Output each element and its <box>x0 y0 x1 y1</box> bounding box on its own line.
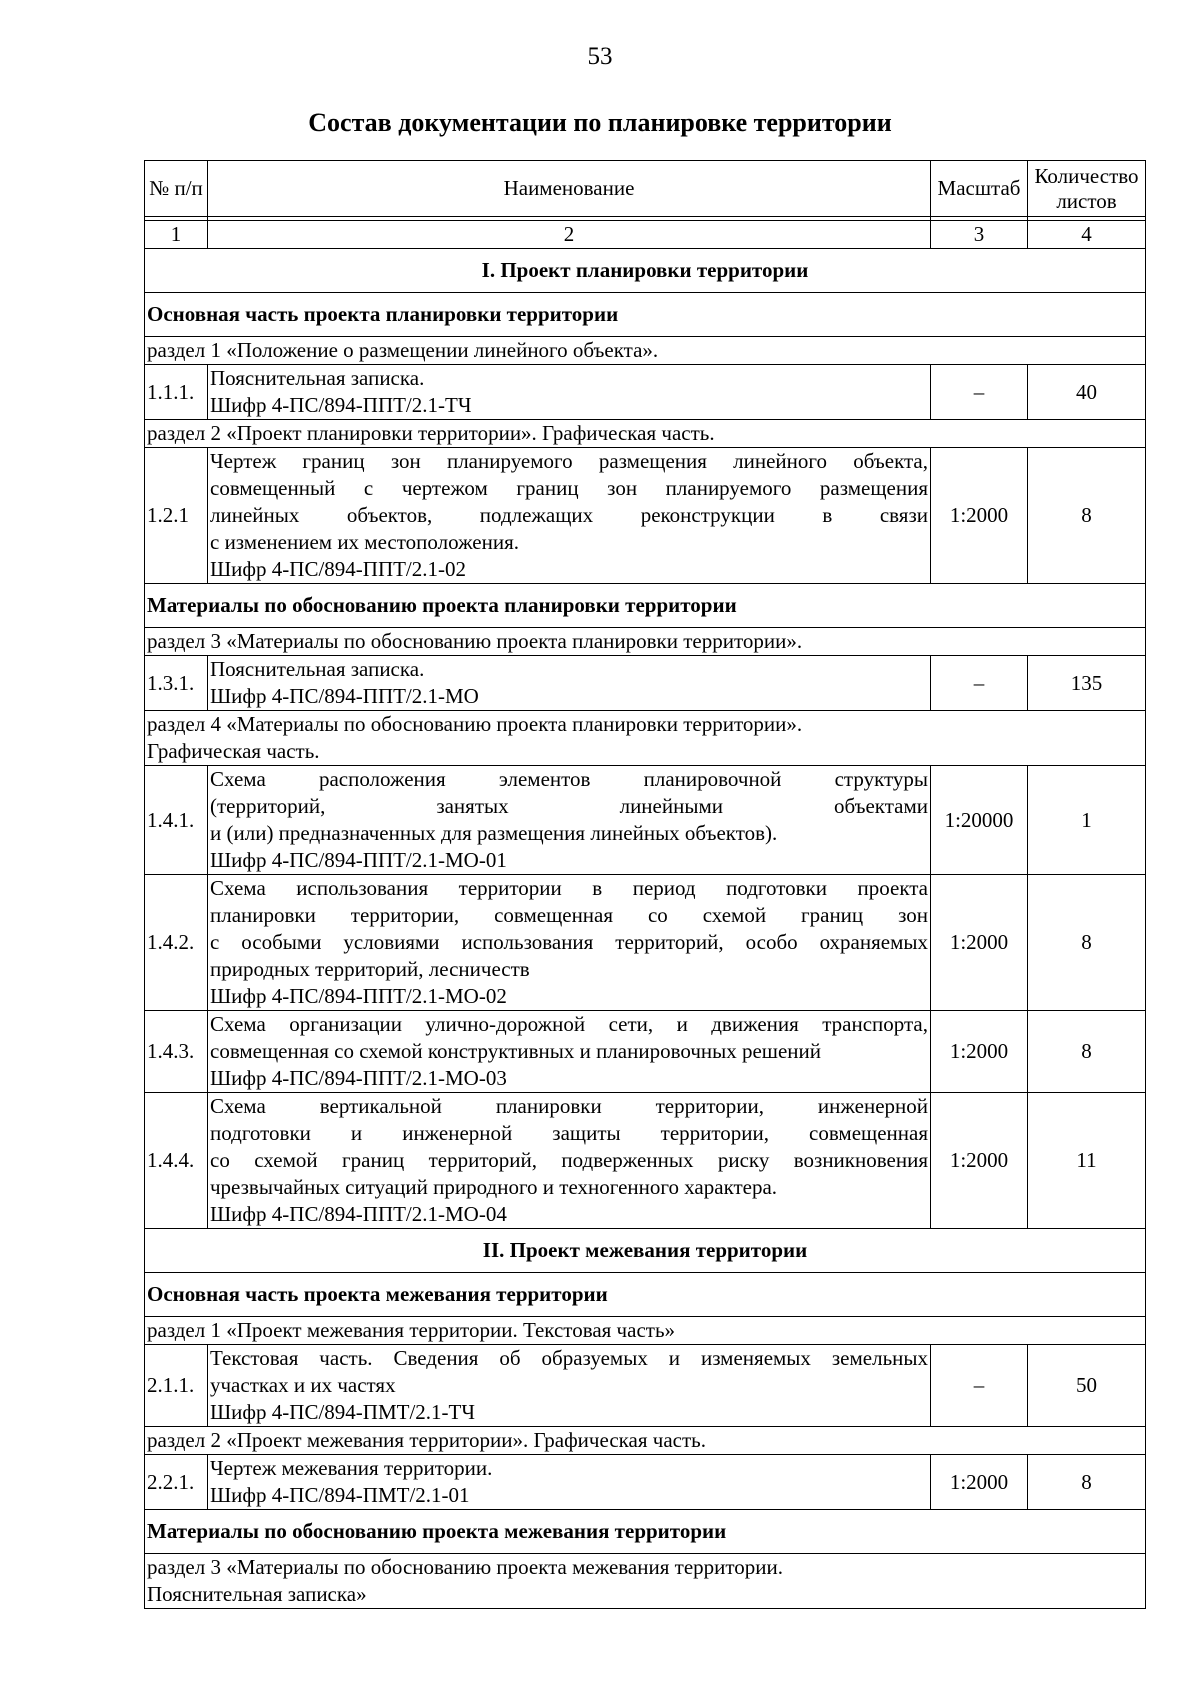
razdel-text: раздел 2 «Проект межевания территории». Графическая часть. <box>147 1428 706 1452</box>
razdel-text: раздел 1 «Проект межевания территории. Текстовая часть» <box>147 1318 676 1342</box>
razdel-title <box>145 1317 1146 1345</box>
item-scale: 1:2000 <box>931 1011 1028 1093</box>
item-name-line: Чертеж границ зон планируемого размещения линейного объекта, <box>210 449 928 473</box>
razdel-title <box>145 711 1146 766</box>
section-title: I. Проект планировки территории <box>145 249 1146 293</box>
item-name-line: (территорий, занятых линейными объектами <box>210 794 928 818</box>
subsection-row <box>145 584 1146 628</box>
table-row <box>145 656 1146 711</box>
header-sheets: Количество листов <box>1028 161 1146 217</box>
item-name-line: и (или) предназначенных для размещения линейных объектов). <box>210 821 778 845</box>
subsection-row <box>145 1510 1146 1554</box>
item-name <box>208 1345 931 1427</box>
column-number-row <box>145 221 1146 249</box>
item-name-line: Схема вертикальной планировки территории, инженерной <box>210 1094 928 1118</box>
razdel-row <box>145 1317 1146 1345</box>
documentation-table <box>144 160 1146 1609</box>
item-name-line: совмещенная со схемой конструктивных и планировочных решений <box>210 1039 821 1063</box>
item-name-line: с изменением их местоположения. <box>210 530 520 554</box>
item-name-line: Пояснительная записка. <box>210 657 425 681</box>
razdel-row <box>145 1427 1146 1455</box>
item-code: Шифр 4-ПС/894-ППТ/2.1-02 <box>210 557 467 581</box>
item-scale: – <box>931 365 1028 420</box>
header-row <box>145 161 1146 217</box>
subsection-title: Основная часть проекта планировки территории <box>145 293 1146 337</box>
item-number: 1.4.1. <box>145 766 208 875</box>
item-code: Шифр 4-ПС/894-ППТ/2.1-МО-04 <box>210 1202 507 1226</box>
section-row <box>145 249 1146 293</box>
razdel-row <box>145 337 1146 365</box>
item-name-line: Пояснительная записка. <box>210 366 425 390</box>
razdel-row <box>145 711 1146 766</box>
table-row <box>145 448 1146 584</box>
item-name-line: совмещенный с чертежом границ зон планируемого размещения <box>210 476 928 500</box>
razdel-title <box>145 337 1146 365</box>
item-number: 1.4.3. <box>145 1011 208 1093</box>
item-number: 2.2.1. <box>145 1455 208 1510</box>
item-sheet-count: 1 <box>1028 766 1146 875</box>
item-name-line: подготовки и инженерной защиты территории, совмещенная <box>210 1121 928 1145</box>
item-name <box>208 875 931 1011</box>
item-name <box>208 1093 931 1229</box>
item-scale: 1:2000 <box>931 1093 1028 1229</box>
column-number: 1 <box>145 221 208 249</box>
item-number: 1.1.1. <box>145 365 208 420</box>
subsection-row <box>145 1273 1146 1317</box>
razdel-row <box>145 628 1146 656</box>
item-name-line: чрезвычайных ситуаций природного и техногенного характера. <box>210 1175 778 1199</box>
razdel-row <box>145 1554 1146 1609</box>
table-row <box>145 766 1146 875</box>
razdel-text: раздел 2 «Проект планировки территории». Графическая часть. <box>147 421 715 445</box>
item-code: Шифр 4-ПС/894-ППТ/2.1-ТЧ <box>210 393 472 417</box>
column-number: 4 <box>1028 221 1146 249</box>
section-row <box>145 1229 1146 1273</box>
subsection-title: Материалы по обоснованию проекта планировки территории <box>145 584 1146 628</box>
item-name-line: участках и их частях <box>210 1373 396 1397</box>
column-number: 2 <box>208 221 931 249</box>
subsection-title: Основная часть проекта межевания территории <box>145 1273 1146 1317</box>
item-scale: – <box>931 656 1028 711</box>
item-scale: 1:2000 <box>931 1455 1028 1510</box>
document-title: Состав документации по планировке территории <box>308 108 892 137</box>
item-sheet-count: 8 <box>1028 448 1146 584</box>
razdel-text: раздел 4 «Материалы по обоснованию проекта планировки территории». <box>147 712 803 736</box>
table-row <box>145 365 1146 420</box>
item-name-line: с особыми условиями использования территорий, особо охраняемых <box>210 930 928 954</box>
item-name <box>208 1011 931 1093</box>
item-name <box>208 1455 931 1510</box>
item-name-line: планировки территории, совмещенная со схемой границ зон <box>210 903 928 927</box>
item-sheet-count: 135 <box>1028 656 1146 711</box>
item-name-line: природных территорий, лесничеств <box>210 957 530 981</box>
item-code: Шифр 4-ПС/894-ППТ/2.1-МО-02 <box>210 984 507 1008</box>
table-row <box>145 1011 1146 1093</box>
razdel-text-continued: Пояснительная записка» <box>147 1582 367 1606</box>
item-name-line: Схема расположения элементов планировочной структуры <box>210 767 928 791</box>
item-scale: 1:20000 <box>931 766 1028 875</box>
page-number: 53 <box>587 43 613 70</box>
item-name-line: Текстовая часть. Сведения об образуемых и изменяемых земельных <box>210 1346 928 1370</box>
section-title: II. Проект межевания территории <box>145 1229 1146 1273</box>
item-number: 1.2.1 <box>145 448 208 584</box>
item-sheet-count: 8 <box>1028 875 1146 1011</box>
item-scale: 1:2000 <box>931 875 1028 1011</box>
item-number: 1.4.4. <box>145 1093 208 1229</box>
item-code: Шифр 4-ПС/894-ППТ/2.1-МО <box>210 684 479 708</box>
table-row <box>145 875 1146 1011</box>
item-scale: 1:2000 <box>931 448 1028 584</box>
item-number: 2.1.1. <box>145 1345 208 1427</box>
item-code: Шифр 4-ПС/894-ПМТ/2.1-ТЧ <box>210 1400 475 1424</box>
item-name-line: линейных объектов, подлежащих реконструкции в связи <box>210 503 928 527</box>
item-code: Шифр 4-ПС/894-ППТ/2.1-МО-03 <box>210 1066 507 1090</box>
razdel-text: раздел 1 «Положение о размещении линейного объекта». <box>147 338 659 362</box>
item-name-line: Чертеж межевания территории. <box>210 1456 493 1480</box>
item-code: Шифр 4-ПС/894-ПМТ/2.1-01 <box>210 1483 470 1507</box>
razdel-title <box>145 420 1146 448</box>
item-sheet-count: 11 <box>1028 1093 1146 1229</box>
table-row <box>145 1455 1146 1510</box>
razdel-title <box>145 1554 1146 1609</box>
column-number: 3 <box>931 221 1028 249</box>
razdel-title <box>145 628 1146 656</box>
item-name <box>208 365 931 420</box>
table-row <box>145 1093 1146 1229</box>
header-num: № п/п <box>145 161 208 217</box>
item-scale: – <box>931 1345 1028 1427</box>
item-sheet-count: 40 <box>1028 365 1146 420</box>
subsection-title: Материалы по обоснованию проекта межевания территории <box>145 1510 1146 1554</box>
razdel-text: раздел 3 «Материалы по обоснованию проекта межевания территории. <box>147 1555 783 1579</box>
item-name-line: со схемой границ территорий, подверженных риску возникновения <box>210 1148 928 1172</box>
item-name-line: Схема организации улично-дорожной сети, и движения транспорта, <box>210 1012 928 1036</box>
subsection-row <box>145 293 1146 337</box>
table-row <box>145 1345 1146 1427</box>
razdel-text: раздел 3 «Материалы по обоснованию проекта планировки территории». <box>147 629 803 653</box>
item-sheet-count: 50 <box>1028 1345 1146 1427</box>
item-number: 1.3.1. <box>145 656 208 711</box>
razdel-row <box>145 420 1146 448</box>
item-sheet-count: 8 <box>1028 1011 1146 1093</box>
item-number: 1.4.2. <box>145 875 208 1011</box>
razdel-text-continued: Графическая часть. <box>147 739 320 763</box>
item-name <box>208 448 931 584</box>
item-sheet-count: 8 <box>1028 1455 1146 1510</box>
item-code: Шифр 4-ПС/894-ППТ/2.1-МО-01 <box>210 848 507 872</box>
item-name <box>208 656 931 711</box>
header-scale: Масштаб <box>931 161 1028 217</box>
header-name: Наименование <box>208 161 931 217</box>
razdel-title <box>145 1427 1146 1455</box>
item-name-line: Схема использования территории в период подготовки проекта <box>210 876 928 900</box>
item-name <box>208 766 931 875</box>
